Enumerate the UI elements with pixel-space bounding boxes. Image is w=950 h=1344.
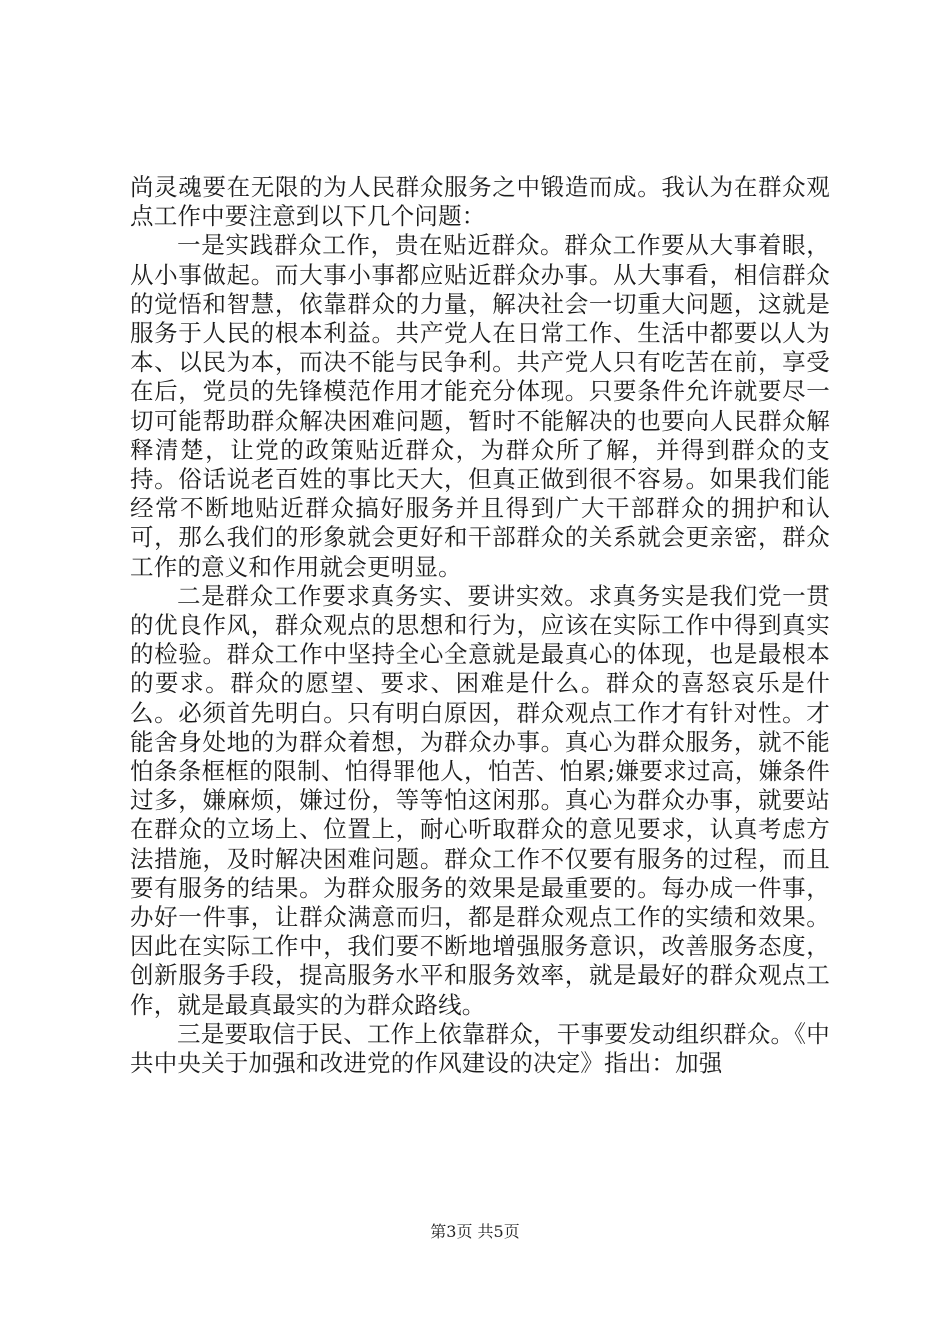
paragraph-point-one: 一是实践群众工作，贵在贴近群众。群众工作要从大事着眼，从小事做起。而大事小事都应贴近群众办事。从大事看，相信群众的觉悟和智慧，依靠群众的力量，解决社会一切重大问题，这就是服务于人民的根本利益。共产党人在日常工作、生活中都要以人为本、以民为本，而决不能与民争利。共产党人只有吃苦在前，享受在后，党员的先锋模范作用才能充分体现。只要条件允许就要尽一切可能帮助群众解决困难问题，暂时不能解决的也要向人民群众解释清楚，让党的政策贴近群众，为群众所了解，并得到群众的支持。俗话说老百姓的事比天大，但真正做到很不容易。如果我们能经常不断地贴近群众搞好服务并且得到广大干部群众的拥护和认可，那么我们的形象就会更好和干部群众的关系就会更亲密，群众工作的意义和作用就会更明显。	[130, 231, 830, 581]
paragraph-point-two: 二是群众工作要求真务实、要讲实效。求真务实是我们党一贯的优良作风，群众观点的思想和行为，应该在实际工作中得到真实的检验。群众工作中坚持全心全意就是最真心的体现，也是最根本的要求。群众的愿望、要求、困难是什么。群众的喜怒哀乐是什么。必须首先明白。只有明白原因，群众观点工作才有针对性。才能舍身处地的为群众着想，为群众办事。真心为群众服务，就不能怕条条框框的限制、怕得罪他人，怕苦、怕累;嫌要求过高，嫌条件过多，嫌麻烦，嫌过份，等等怕这闲那。真心为群众办事，就要站在群众的立场上、位置上，耐心听取群众的意见要求，认真考虑方法措施，及时解决困难问题。群众工作不仅要有服务的过程，而且要有服务的结果。为群众服务的效果是最重要的。每办成一件事，办好一件事，让群众满意而归，都是群众观点工作的实绩和效果。因此在实际工作中，我们要不断地增强服务意识，改善服务态度，创新服务手段，提高服务水平和服务效率，就是最好的群众观点工作，就是最真最实的为群众路线。	[130, 581, 830, 1019]
page-number-footer: 第3页 共5页	[430, 1222, 520, 1241]
paragraph-continuation: 尚灵魂要在无限的为人民群众服务之中锻造而成。我认为在群众观点工作中要注意到以下几个问题：	[130, 173, 830, 231]
document-body	[130, 173, 830, 1078]
paragraph-point-three: 三是要取信于民、工作上依靠群众，干事要发动组织群众。《中共中央关于加强和改进党的作风建设的决定》指出：加强	[130, 1019, 830, 1078]
